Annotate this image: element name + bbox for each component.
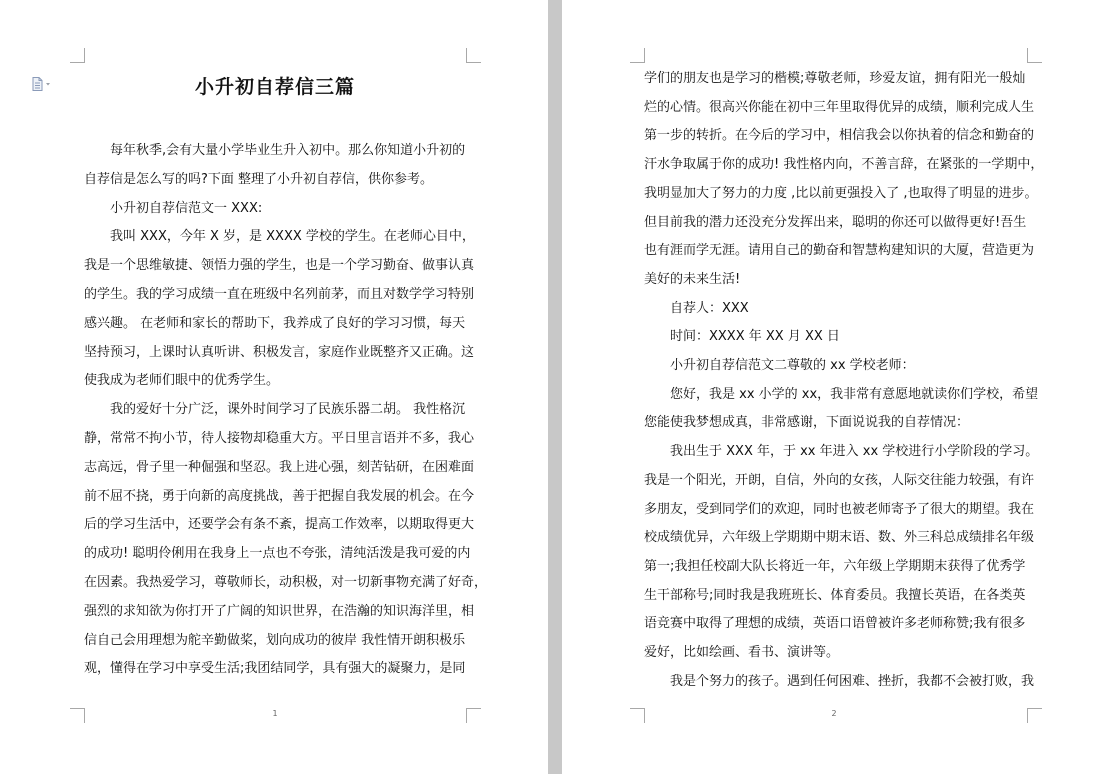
text-line: 前不屈不挠，勇于向新的高度挑战，善于把握自我发展的机会。在今 [84, 488, 475, 504]
text-line: 我出生于 XXX 年，于 xx 年进入 xx 学校进行小学阶段的学习。 [670, 444, 1039, 460]
text-line: 我是一个阳光，开朗，自信，外向的女孩，人际交往能力较强，有许 [644, 472, 1035, 488]
text-line: 我是一个思维敏捷、领悟力强的学生，也是一个学习勤奋、做事认真 [84, 258, 475, 274]
margin-corner-top-left [70, 48, 85, 63]
text-line: 但目前我的潜力还没充分发挥出来，聪明的你还可以做得更好!吾生 [644, 214, 1027, 230]
margin-corner-bottom-right [466, 708, 481, 723]
document-page-1 [0, 0, 548, 774]
text-line: 您能使我梦想成真，非常感谢，下面说说我的自荐情况： [644, 415, 970, 431]
text-line: 校成绩优异，六年级上学期期中期末语、数、外三科总成绩排名年级 [644, 530, 1035, 546]
text-line: 小升初自荐信范文二尊敬的 xx 学校老师： [670, 358, 915, 373]
text-line: 强烈的求知欲为你打开了广阔的知识世界，在浩瀚的知识海洋里，相 [84, 603, 475, 619]
text-line: 也有涯而学无涯。请用自己的勤奋和智慧构建知识的大厦，营造更为 [644, 243, 1035, 259]
text-line: 语竞赛中取得了理想的成绩，英语口语曾被许多老师称赞;我有很多 [644, 616, 1026, 632]
text-line: 自荐人：XXX [670, 300, 749, 316]
page-number-2: 2 [831, 709, 837, 718]
page-gap [548, 0, 562, 774]
document-icon[interactable] [32, 77, 54, 91]
text-line: 第一;我担任校副大队长将近一年，六年级上学期期末获得了优秀学 [644, 558, 1026, 574]
text-line: 学们的朋友也是学习的楷模;尊敬老师，珍爱友谊，拥有阳光一般灿 [644, 71, 1026, 86]
margin-corner-top-left [630, 48, 645, 63]
margin-corner-top-right [466, 48, 481, 63]
page-number-1: 1 [272, 709, 278, 718]
text-line: 多朋友，受到同学们的欢迎，同时也被老师寄予了很大的期望。我在 [644, 501, 1035, 517]
margin-corner-bottom-right [1027, 708, 1042, 723]
text-line: 我是个努力的孩子。遇到任何困难、挫折，我都不会被打败，我 [670, 673, 1035, 689]
document-title: 小升初自荐信三篇 [194, 76, 355, 98]
text-line: 美好的未来生活! [644, 271, 741, 287]
text-line: 后的学习生活中，还要学会有条不紊，提高工作效率，以期取得更大 [84, 517, 475, 533]
text-line: 坚持预习，上课时认真听讲、积极发言，家庭作业既整齐又正确。这 [84, 344, 475, 360]
text-line: 小升初自荐信范文一 XXX: [110, 200, 263, 216]
text-line: 爱好，比如绘画、看书、演讲等。 [644, 645, 840, 660]
text-line: 的学生。我的学习成绩一直在班级中名列前茅，而且对数学学习特别 [84, 287, 475, 302]
text-line: 志高远，骨子里一种倔强和坚忍。我上进心强，刻苦钻研，在困难面 [84, 459, 475, 475]
text-line: 的成功! 聪明伶俐用在我身上一点也不夸张，清纯活泼是我可爱的内 [84, 546, 471, 562]
margin-corner-bottom-left [70, 708, 85, 723]
text-line: 烂的心情。很高兴你能在初中三年里取得优异的成绩，顺利完成人生 [644, 99, 1035, 115]
text-line: 您好，我是 xx 小学的 xx，我非常有意愿地就读你们学校，希望 [670, 386, 1039, 402]
text-line: 我明显加大了努力的力度 ,比以前更强投入了 ,也取得了明显的进步。 [644, 185, 1038, 201]
text-line: 使我成为老师们眼中的优秀学生。 [84, 373, 280, 389]
text-line: 感兴趣。 在老师和家长的帮助下，我养成了良好的学习习惯，每天 [84, 315, 466, 331]
margin-corner-top-right [1027, 48, 1042, 63]
text-line: 静，常常不拘小节，待人接物却稳重大方。平日里言语并不多，我心 [84, 431, 475, 446]
text-line: 观，懂得在学习中享受生活;我团结同学，具有强大的凝聚力，是同 [84, 661, 466, 677]
margin-corner-bottom-left [630, 708, 645, 723]
text-line: 第一步的转折。在今后的学习中，相信我会以你执着的信念和勤奋的 [644, 128, 1035, 144]
text-line: 生干部称号;同时我是我班班长、体育委员。我擅长英语，在各类英 [644, 587, 1026, 603]
text-line: 每年秋季,会有大量小学毕业生升入初中。那么你知道小升初的 [110, 143, 466, 158]
text-line: 我的爱好十分广泛，课外时间学习了民族乐器二胡。 我性格沉 [110, 402, 466, 418]
text-line: 我叫 XXX，今年 X 岁，是 XXXX 学校的学生。在老师心目中， [110, 229, 475, 245]
document-page-2 [562, 0, 1108, 774]
text-line: 信自己会用理想为舵辛勤做桨，划向成功的彼岸 我性情开朗积极乐 [84, 632, 466, 648]
text-line: 自荐信是怎么写的吗?下面 整理了小升初自荐信，供你参考。 [84, 171, 434, 187]
text-line: 汗水争取属于你的成功! 我性格内向，不善言辞，在紧张的一学期中， [644, 157, 1044, 173]
text-line: 时间：XXXX 年 XX 月 XX 日 [670, 329, 840, 345]
text-line: 在因素。我热爱学习，尊敬师长，动积极，对一切新事物充满了好奇， [84, 575, 488, 590]
